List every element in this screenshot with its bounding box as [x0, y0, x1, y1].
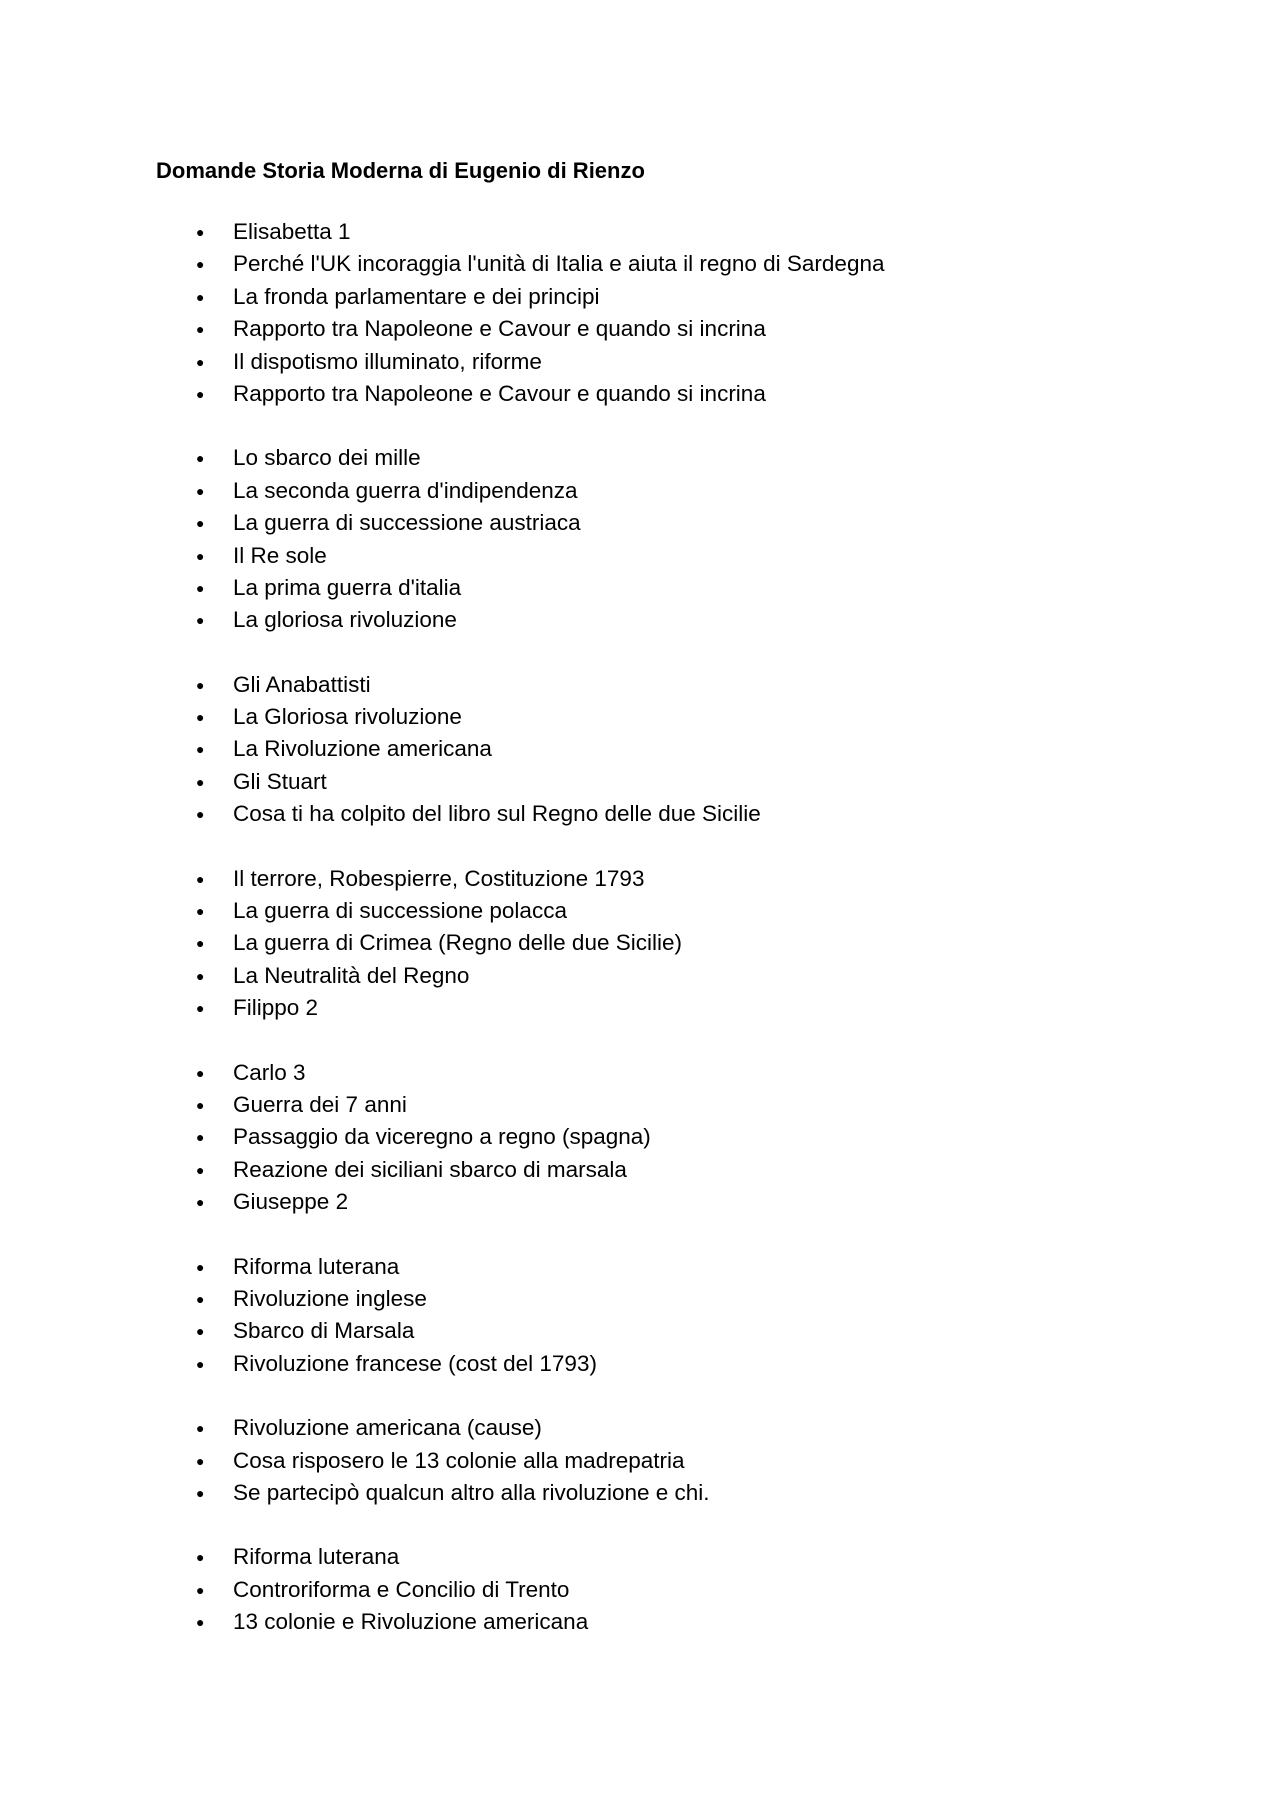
list-item	[0, 895, 1280, 927]
bullet-icon: ●	[196, 515, 205, 532]
bullet-icon: ●	[196, 676, 205, 693]
list-item-text: Lo sbarco dei mille	[233, 445, 421, 471]
list-item	[0, 992, 1280, 1024]
list-item-text: La prima guerra d'italia	[233, 574, 462, 600]
bullet-icon: ●	[196, 903, 205, 920]
list-item-text: Passaggio da viceregno a regno (spagna)	[233, 1124, 651, 1150]
list-item	[0, 281, 1280, 313]
question-group	[0, 1251, 1280, 1381]
list-item	[0, 1251, 1280, 1283]
list-item	[0, 1186, 1280, 1218]
bullet-icon: ●	[196, 1549, 205, 1566]
list-item-text: La guerra di successione polacca	[233, 898, 567, 924]
list-item-text: Reazione dei siciliani sbarco di marsala	[233, 1156, 627, 1182]
list-item	[0, 1541, 1280, 1573]
list-item	[0, 604, 1280, 636]
question-group	[0, 216, 1280, 410]
bullet-icon: ●	[196, 1258, 205, 1275]
list-item-text: Rapporto tra Napoleone e Cavour e quando si incrina	[233, 316, 766, 342]
list-item	[0, 572, 1280, 604]
list-item-text: Giuseppe 2	[233, 1189, 349, 1215]
list-item	[0, 540, 1280, 572]
list-item	[0, 927, 1280, 959]
bullet-icon: ●	[196, 321, 205, 338]
list-item	[0, 346, 1280, 378]
list-item	[0, 960, 1280, 992]
bullet-icon: ●	[196, 709, 205, 726]
bullet-icon: ●	[196, 385, 205, 402]
list-item-text: Rapporto tra Napoleone e Cavour e quando si incrina	[233, 380, 766, 406]
list-item	[0, 1477, 1280, 1509]
bullet-icon: ●	[196, 482, 205, 499]
list-item-text: Il dispotismo illuminato, riforme	[233, 348, 542, 374]
bullet-icon: ●	[196, 1581, 205, 1598]
bullet-icon: ●	[196, 1064, 205, 1081]
bullet-icon: ●	[196, 288, 205, 305]
bullet-icon: ●	[196, 806, 205, 823]
bullet-icon: ●	[196, 256, 205, 273]
question-group	[0, 669, 1280, 831]
bullet-icon: ●	[196, 612, 205, 629]
question-group	[0, 863, 1280, 1025]
list-item	[0, 507, 1280, 539]
list-item-text: Filippo 2	[233, 995, 319, 1021]
list-item-text: Rivoluzione inglese	[233, 1285, 427, 1311]
question-groups	[0, 216, 1280, 1670]
bullet-icon: ●	[196, 353, 205, 370]
list-item	[0, 475, 1280, 507]
list-item-text: Rivoluzione americana (cause)	[233, 1415, 542, 1441]
list-item-text: La gloriosa rivoluzione	[233, 607, 457, 633]
list-item-text: Rivoluzione francese (cost del 1793)	[233, 1350, 597, 1376]
list-item	[0, 798, 1280, 830]
bullet-icon: ●	[196, 1096, 205, 1113]
list-item-text: Perché l'UK incoraggia l'unità di Italia e aiuta il regno di Sardegna	[233, 251, 885, 277]
question-group	[0, 1057, 1280, 1219]
list-item	[0, 248, 1280, 280]
list-item	[0, 733, 1280, 765]
list-item-text: Il terrore, Robespierre, Costituzione 1793	[233, 865, 645, 891]
list-item	[0, 1121, 1280, 1153]
list-item	[0, 766, 1280, 798]
list-item	[0, 216, 1280, 248]
list-item	[0, 1315, 1280, 1347]
bullet-icon: ●	[196, 547, 205, 564]
list-item	[0, 313, 1280, 345]
list-item	[0, 1606, 1280, 1638]
list-item-text: La Neutralità del Regno	[233, 962, 470, 988]
list-item-text: 13 colonie e Rivoluzione americana	[233, 1609, 589, 1635]
list-item	[0, 669, 1280, 701]
list-item-text: Elisabetta 1	[233, 219, 351, 244]
bullet-icon: ●	[196, 1323, 205, 1340]
bullet-icon: ●	[196, 870, 205, 887]
list-item	[0, 1283, 1280, 1315]
bullet-icon: ●	[196, 741, 205, 758]
list-item-text: Sbarco di Marsala	[233, 1318, 415, 1344]
list-item	[0, 1574, 1280, 1606]
list-item	[0, 1057, 1280, 1089]
list-item	[0, 1154, 1280, 1186]
list-item-text: Riforma luterana	[233, 1544, 400, 1570]
question-group	[0, 442, 1280, 636]
bullet-icon: ●	[196, 450, 205, 467]
list-item-text: La fronda parlamentare e dei principi	[233, 283, 600, 309]
list-item	[0, 1089, 1280, 1121]
bullet-icon: ●	[196, 935, 205, 952]
list-item-text: Se partecipò qualcun altro alla rivoluzione e chi.	[233, 1479, 710, 1505]
list-item-text: La guerra di successione austriaca	[233, 510, 581, 536]
bullet-icon: ●	[196, 224, 205, 240]
bullet-icon: ●	[196, 1355, 205, 1372]
list-item-text: La guerra di Crimea (Regno delle due Sicilie)	[233, 930, 682, 956]
bullet-icon: ●	[196, 773, 205, 790]
list-item	[0, 701, 1280, 733]
document-title: Domande Storia Moderna di Eugenio di Rienzo	[156, 158, 645, 183]
bullet-icon: ●	[196, 1484, 205, 1501]
list-item-text: La seconda guerra d'indipendenza	[233, 477, 578, 503]
list-item-text: Cosa ti ha colpito del libro sul Regno delle due Sicilie	[233, 801, 761, 827]
list-item-text: La Rivoluzione americana	[233, 736, 492, 762]
bullet-icon: ●	[196, 1452, 205, 1469]
list-item-text: La Gloriosa rivoluzione	[233, 704, 462, 730]
list-item-text: Guerra dei 7 anni	[233, 1091, 407, 1117]
list-item	[0, 1348, 1280, 1380]
list-item-text: Gli Stuart	[233, 768, 327, 794]
list-item-text: Carlo 3	[233, 1059, 306, 1085]
bullet-icon: ●	[196, 1161, 205, 1178]
bullet-icon: ●	[196, 579, 205, 596]
bullet-icon: ●	[196, 967, 205, 984]
list-item	[0, 1412, 1280, 1444]
list-item-text: Gli Anabattisti	[233, 671, 371, 697]
question-group	[0, 1412, 1280, 1509]
list-item	[0, 1445, 1280, 1477]
list-item-text: Riforma luterana	[233, 1253, 400, 1279]
list-item	[0, 863, 1280, 895]
list-item	[0, 378, 1280, 410]
bullet-icon: ●	[196, 1000, 205, 1017]
list-item-text: Controriforma e Concilio di Trento	[233, 1576, 570, 1602]
list-item-text: Il Re sole	[233, 542, 327, 568]
bullet-icon: ●	[196, 1420, 205, 1437]
list-item-text: Cosa risposero le 13 colonie alla madrepatria	[233, 1447, 685, 1473]
bullet-icon: ●	[196, 1129, 205, 1146]
bullet-icon: ●	[196, 1614, 205, 1631]
question-group	[0, 1541, 1280, 1638]
bullet-icon: ●	[196, 1194, 205, 1211]
bullet-icon: ●	[196, 1290, 205, 1307]
list-item	[0, 442, 1280, 474]
